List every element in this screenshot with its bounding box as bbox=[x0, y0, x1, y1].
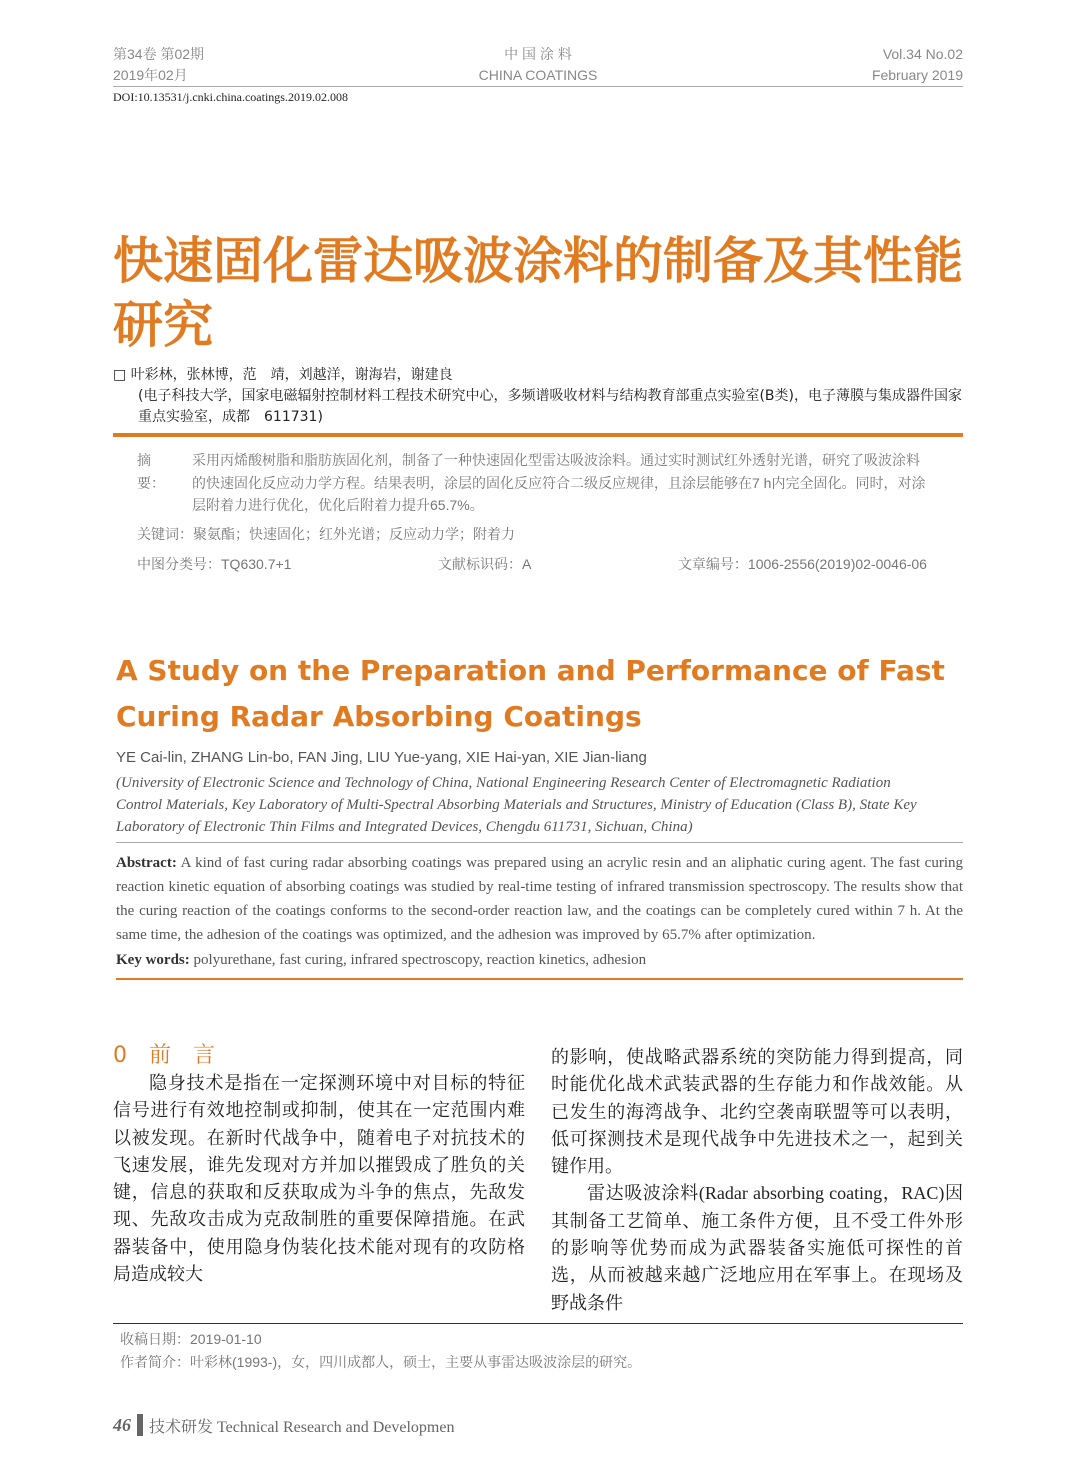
header-rule bbox=[113, 86, 963, 87]
article-number: 文章编号：1006-2556(2019)02-0046-06 bbox=[677, 556, 927, 572]
received-date: 收稿日期：2019-01-10 bbox=[120, 1330, 262, 1347]
footnote-rule bbox=[113, 1323, 963, 1324]
body-column-right bbox=[551, 1044, 963, 1317]
affiliation-cn: (电子科技大学，国家电磁辐射控制材料工程技术研究中心，多频谱吸收材料与结构教育部重点实验室(B类)，电子薄膜与集成器件国家重点实验室，成都 611731) bbox=[138, 388, 962, 425]
keywords-en: polyurethane, fast curing, infrared spectroscopy, reaction kinetics, adhesion bbox=[189, 951, 647, 968]
running-header bbox=[113, 44, 963, 86]
abstract-en-text: A kind of fast curing radar absorbing coatings was prepared using an acrylic resin and an aliphatic curing agent. The fast curing reaction kinetic equation of absorbing coatings was studied by real-time testing of infrared transmission spectroscopy. The results show that the curing reaction of the coatings conforms to the second-order reaction law, and the coatings can be completely cured within 7 h. At the same time, the adhesion of the coatings was optimized, and the adhesion was improved by 65.7% after optimization. bbox=[116, 854, 963, 944]
paragraph: 的影响，使战略武器系统的突防能力得到提高，同时能优化战术武装武器的生存能力和作战效能。从已发生的海湾战争、北约空袭南联盟等可以表明，低可探测技术是现代战争中先进技术之一，起到关键作用。 bbox=[551, 1046, 963, 1177]
affiliation-en: (University of Electronic Science and Technology of China, National Engineering Research Center of Electromagnetic Radiation Control Materials, Key Laboratory of Multi-Spectral Absorbing Materials and Structures, Ministry of Education (Class B), State Key Laboratory of Electronic Thin Films and Integrated Devices, Chengdu 611731, Sichuan, China) bbox=[116, 774, 917, 835]
section-heading bbox=[113, 1042, 525, 1070]
authors-block bbox=[113, 365, 963, 428]
body-column-left bbox=[113, 1042, 525, 1317]
document-code: 文献标识码：A bbox=[438, 556, 532, 572]
keywords-cn-label: 关键词： bbox=[137, 525, 193, 542]
paragraph: 雷达吸波涂料(Radar absorbing coating，RAC)因其制备工艺简单、施工条件方便，且不受工件外形的影响等优势而成为武器装备实施低可探性的首选，从而被越来越广泛地应用在军事上。在现场及野战条件 bbox=[551, 1183, 963, 1313]
body-columns bbox=[113, 1042, 963, 1317]
volume-en: Vol.34 No.02 bbox=[882, 46, 963, 62]
date-text: 2019年02月 bbox=[113, 67, 188, 83]
page-footer bbox=[113, 1414, 963, 1437]
journal-volume-en bbox=[763, 44, 963, 86]
abstract-rule-bottom bbox=[116, 978, 963, 980]
keywords-en-label: Key words: bbox=[116, 951, 190, 968]
journal-name bbox=[438, 44, 638, 86]
abstract-cn bbox=[137, 449, 927, 576]
volume-text: 第34卷 第02期 bbox=[113, 46, 205, 62]
date-en: February 2019 bbox=[871, 67, 963, 83]
journal-name-cn: 中 国 涂 料 bbox=[504, 46, 572, 62]
footnotes bbox=[120, 1328, 963, 1374]
authors-en: YE Cai-lin, ZHANG Lin-bo, FAN Jing, LIU Yue-yang, XIE Hai-yan, XIE Jian-liang bbox=[116, 748, 647, 766]
footer-bar bbox=[137, 1414, 143, 1436]
abstract-rule-top bbox=[116, 842, 963, 843]
journal-volume bbox=[113, 44, 313, 86]
clc-number: 中图分类号：TQ630.7+1 bbox=[137, 556, 292, 572]
author-bio: 作者简介：叶彩林(1993-)，女，四川成都人，硕士，主要从事雷达吸波涂层的研究。 bbox=[120, 1353, 642, 1370]
footer-section: 技术研发 Technical Research and Developmen bbox=[149, 1418, 455, 1436]
doi: DOI:10.13531/j.cnki.china.coatings.2019.02.008 bbox=[113, 90, 348, 104]
page-number: 46 bbox=[113, 1414, 131, 1435]
abstract-en bbox=[116, 851, 963, 972]
authors-cn: 叶彩林，张林博，范 靖，刘越洋，谢海岩，谢建良 bbox=[130, 367, 453, 383]
journal-name-en: CHINA COATINGS bbox=[478, 67, 598, 83]
section-number: 0 bbox=[113, 1042, 127, 1068]
paragraph: 隐身技术是指在一定探测环境中对目标的特征信号进行有效地控制或抑制，使其在一定范围内难以被发现。在新时代战争中，随着电子对抗技术的飞速发展，谁先发现对方并加以摧毁成了胜负的关键，信息的获取和反获取成为斗争的焦点，先敌发现、先敌攻击成为克敌制胜的重要保障措施。在武器装备中，使用隐身伪装化技术能对现有的攻防格局造成较大 bbox=[113, 1072, 525, 1285]
title-en: A Study on the Preparation and Performance of Fast Curing Radar Absorbing Coatings bbox=[116, 653, 945, 733]
abstract-cn-label: 摘 要： bbox=[137, 452, 165, 491]
section-title: 前 言 bbox=[149, 1042, 216, 1068]
abstract-cn-text: 采用丙烯酸树脂和脂肪族固化剂，制备了一种快速固化型雷达吸波涂料。通过实时测试红外透射光谱，研究了吸波涂料的快速固化反应动力学方程。结果表明，涂层的固化反应符合二级反应规律，且涂层能够在7 h内完全固化。同时，对涂层附着力进行优化，优化后附着力提升65.7%。 bbox=[192, 452, 926, 513]
title-cn: 快速固化雷达吸波涂料的制备及其性能研究 bbox=[113, 232, 963, 354]
keywords-cn: 聚氨酯；快速固化；红外光谱；反应动力学；附着力 bbox=[193, 525, 515, 542]
orange-rule bbox=[113, 433, 963, 437]
square-icon: □ bbox=[113, 367, 131, 383]
abstract-en-label: Abstract: bbox=[116, 854, 177, 871]
